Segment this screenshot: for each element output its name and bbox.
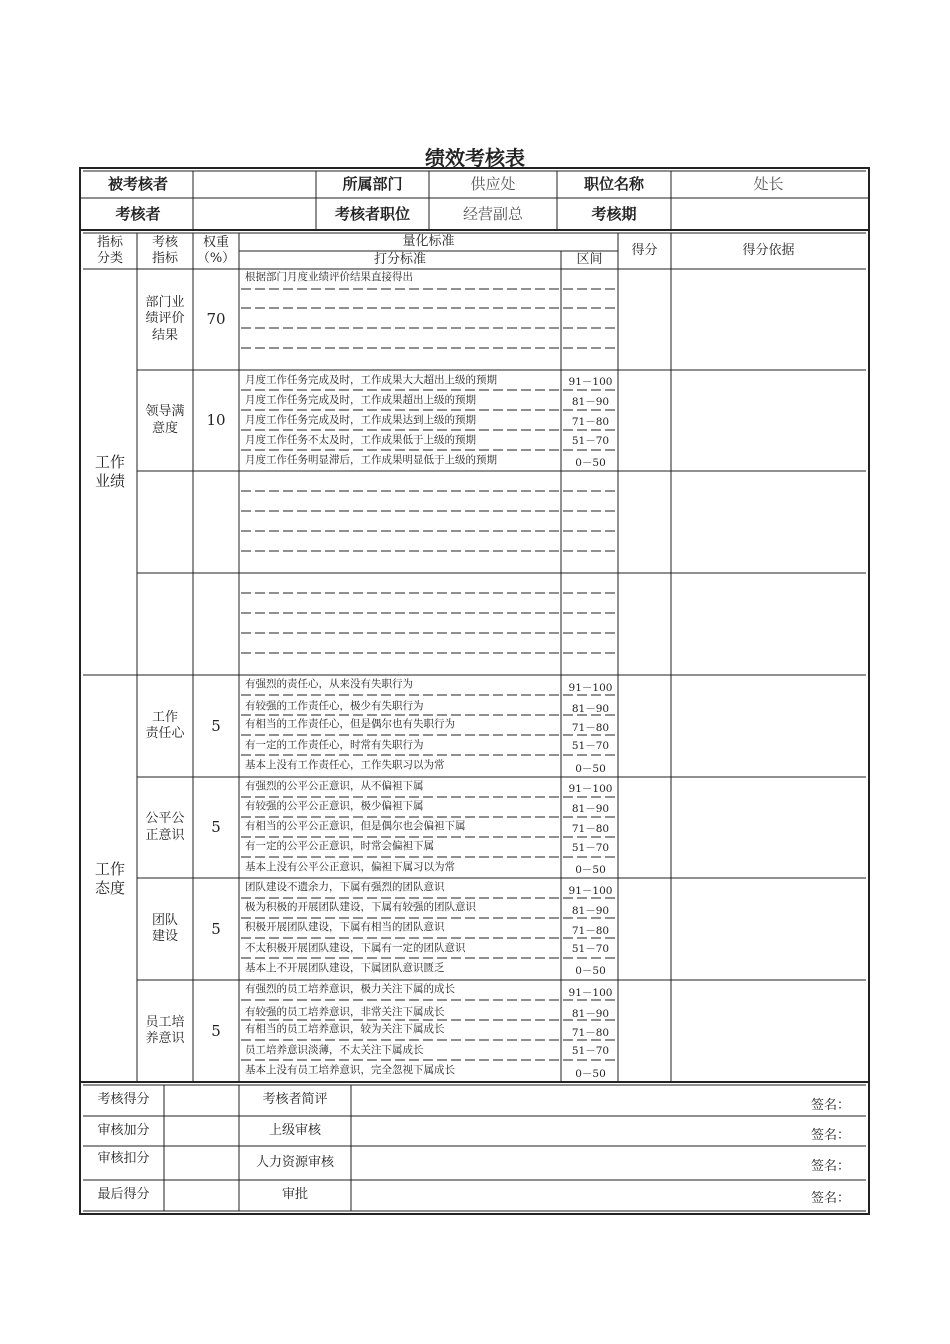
col-category: 指标 分类 <box>96 234 123 266</box>
position-field[interactable]: 处长 <box>753 175 784 194</box>
examiner-field[interactable] <box>193 198 316 230</box>
examinee-field[interactable] <box>193 171 316 198</box>
final-score-label: 考核得分 <box>97 1092 150 1108</box>
range-text: 0－50 <box>575 1068 606 1080</box>
position-label: 职位名称 <box>583 175 644 194</box>
indicator-weight: 70 <box>206 310 226 329</box>
signature-label: 签名： <box>810 1159 850 1174</box>
period-field[interactable] <box>671 198 866 230</box>
page-title: 绩效考核表 <box>425 146 525 170</box>
period-label: 考核期 <box>591 204 637 223</box>
criteria-text: 有一定的工作责任心，时常有失职行为 <box>245 739 424 751</box>
col-scoring-standard: 打分标准 <box>373 251 426 267</box>
examiner-position-label: 考核者职位 <box>334 204 410 223</box>
criteria-text: 基本上不开展团队建设，下属团队意识匮乏 <box>245 962 445 974</box>
range-text: 0－50 <box>575 763 606 775</box>
signature-label: 签名： <box>810 1098 850 1113</box>
category-performance: 工作 业绩 <box>94 453 125 490</box>
range-text: 51－70 <box>571 435 610 447</box>
range-text: 51－70 <box>571 943 610 955</box>
col-weight: 权重 （%） <box>196 234 236 266</box>
col-indicator: 考核 指标 <box>151 234 178 266</box>
criteria-text: 基本上没有工作责任心，工作失职习以为常 <box>245 759 445 771</box>
criteria-text: 有一定的公平公正意识，时常会偏袒下属 <box>245 840 434 852</box>
criteria-text: 基本上没有公平公正意识，偏袒下属习以为常 <box>245 861 455 873</box>
criteria-text: 有强烈的员工培养意识，极力关注下属的成长 <box>245 983 455 995</box>
deduction-label: 审核扣分 <box>97 1151 150 1166</box>
range-text: 81－90 <box>571 803 610 815</box>
range-text: 91－100 <box>568 987 613 999</box>
criteria-text: 有强烈的公平公正意识，从不偏袒下属 <box>245 780 424 792</box>
indicator-weight: 10 <box>206 411 226 430</box>
approval-label: 审批 <box>281 1187 308 1203</box>
hr-review-label: 人力资源审核 <box>255 1154 334 1170</box>
dept-label: 所属部门 <box>342 175 403 194</box>
col-score: 得分 <box>631 242 658 258</box>
criteria-text: 有相当的公平公正意识，但是偶尔也会偏袒下属 <box>245 820 466 832</box>
examiner-label: 考核者 <box>115 204 161 223</box>
range-text: 81－90 <box>571 905 610 917</box>
indicator-name: 员工培 养意识 <box>145 1014 185 1046</box>
criteria-text: 极为积极的开展团队建设，下属有较强的团队意识 <box>245 901 476 913</box>
indicator-name: 部门业 绩评价 结果 <box>145 295 185 343</box>
range-text: 71－80 <box>571 1027 610 1039</box>
range-text: 71－80 <box>571 722 610 734</box>
criteria-text: 月度工作任务完成及时，工作成果达到上级的预期 <box>245 414 476 426</box>
indicator-weight: 5 <box>211 716 221 735</box>
col-basis: 得分依据 <box>742 242 795 258</box>
range-text: 91－100 <box>568 682 613 694</box>
criteria-text: 有相当的员工培养意识，较为关注下属成长 <box>245 1023 445 1035</box>
indicator-name: 领导满 意度 <box>145 404 185 436</box>
final-score-label: 最后得分 <box>97 1187 150 1203</box>
range-text: 91－100 <box>568 376 613 388</box>
criteria-text: 月度工作任务明显滞后，工作成果明显低于上级的预期 <box>245 454 497 466</box>
criteria-text: 有相当的工作责任心，但是偶尔也有失职行为 <box>245 718 455 730</box>
indicator-weight: 5 <box>211 1021 221 1040</box>
criteria-text: 不太积极开展团队建设，下属有一定的团队意识 <box>245 942 466 954</box>
range-text: 0－50 <box>575 457 606 469</box>
range-text: 81－90 <box>571 1008 610 1020</box>
col-quant-standard: 量化标准 <box>402 233 455 249</box>
range-text: 51－70 <box>571 842 610 854</box>
range-text: 51－70 <box>571 1045 610 1057</box>
range-text: 81－90 <box>571 396 610 408</box>
range-text: 0－50 <box>575 965 606 977</box>
indicator-name: 团队 建设 <box>151 912 178 944</box>
indicator-weight: 5 <box>211 818 221 837</box>
indicator-weight: 5 <box>211 919 221 938</box>
range-text: 71－80 <box>571 925 610 937</box>
criteria-text: 根据部门月度业绩评价结果直接得出 <box>245 271 413 283</box>
criteria-text: 有较强的公平公正意识，极少偏袒下属 <box>245 800 424 812</box>
signature-label: 签名： <box>810 1128 850 1143</box>
criteria-text: 月度工作任务不太及时，工作成果低于上级的预期 <box>245 434 476 446</box>
criteria-text: 有较强的员工培养意识，非常关注下属成长 <box>245 1006 445 1018</box>
examiner-position-field[interactable]: 经营副总 <box>462 204 523 223</box>
superior-review-label: 上级审核 <box>268 1122 321 1138</box>
range-text: 71－80 <box>571 416 610 428</box>
range-text: 91－100 <box>568 783 613 795</box>
criteria-text: 有强烈的责任心，从来没有失职行为 <box>245 678 413 690</box>
indicator-name: 工作 责任心 <box>145 709 185 741</box>
criteria-text: 团队建设不遗余力，下属有强烈的团队意识 <box>245 881 445 893</box>
criteria-text: 基本上没有员工培养意识，完全忽视下属成长 <box>245 1064 455 1076</box>
criteria-text: 积极开展团队建设，下属有相当的团队意识 <box>245 921 445 933</box>
range-text: 91－100 <box>568 885 613 897</box>
range-text: 71－80 <box>571 823 610 835</box>
range-text: 81－90 <box>571 703 610 715</box>
dept-field[interactable]: 供应处 <box>470 175 516 194</box>
indicator-name: 公平公 正意识 <box>145 811 185 843</box>
criteria-text: 月度工作任务完成及时，工作成果大大超出上级的预期 <box>245 374 497 386</box>
criteria-text: 月度工作任务完成及时，工作成果超出上级的预期 <box>245 394 476 406</box>
examinee-label: 被考核者 <box>107 175 168 194</box>
bonus-label: 审核加分 <box>97 1122 150 1138</box>
examiner-comment-label: 考核者简评 <box>262 1092 328 1108</box>
col-range: 区间 <box>576 251 603 267</box>
signature-label: 签名： <box>810 1191 850 1206</box>
range-text: 0－50 <box>575 864 606 876</box>
criteria-text: 员工培养意识淡薄，不太关注下属成长 <box>245 1044 424 1056</box>
range-text: 51－70 <box>571 740 610 752</box>
category-attitude: 工作 态度 <box>94 859 125 897</box>
criteria-text: 有较强的工作责任心，极少有失职行为 <box>245 700 424 712</box>
